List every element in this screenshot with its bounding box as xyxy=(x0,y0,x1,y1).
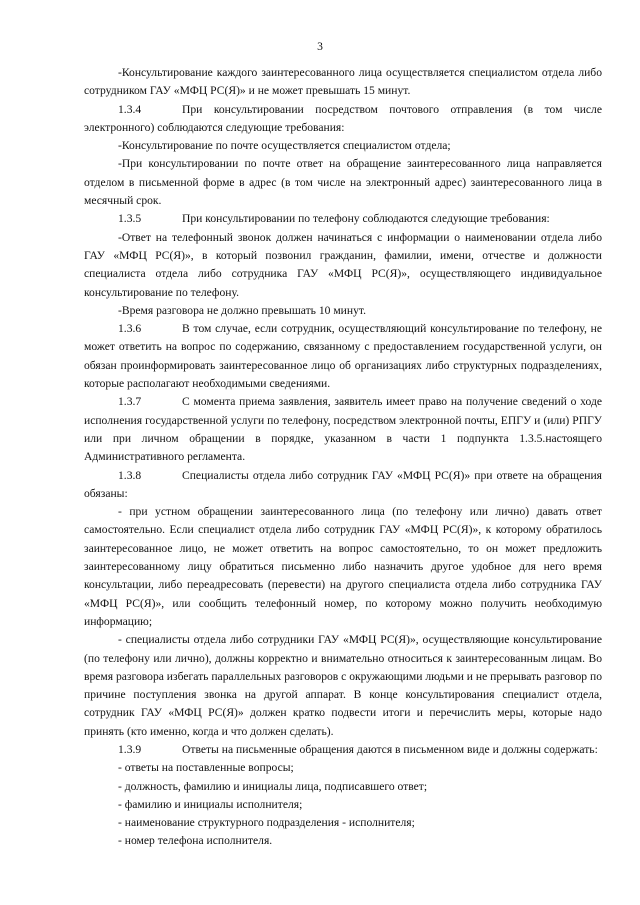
document-body xyxy=(84,64,602,851)
list-item: - должность, фамилию и инициалы лица, подписавшего ответ; xyxy=(118,779,428,793)
paragraph: -Время разговора не должно превышать 10 минут. xyxy=(118,303,366,317)
paragraph: -Ответ на телефонный звонок должен начинаться с информации о наименовании отдела либо ГАУ «МФЦ РС(Я)», в который позвонил гражданин, фамилии, имени, отчестве и должности специалиста отдела либо сотрудника ГАУ «МФЦ РС(Я)», осуществляющего индивидуальное консультирование по телефону. xyxy=(84,230,602,299)
section-1-3-7 xyxy=(84,393,602,466)
section-number: 1.3.8 xyxy=(118,468,142,482)
section-1-3-5 xyxy=(84,210,602,228)
section-text: При консультировании по телефону соблюдаются следующие требования: xyxy=(182,212,550,226)
list-item: - ответы на поставленные вопросы; xyxy=(118,761,294,775)
page-number: 3 xyxy=(317,40,323,53)
paragraph: -При консультировании по почте ответ на обращение заинтересованного лица направляется отделом в письменной форме в адрес (в том числе на электронный адрес) заинтересованного лица в месячный срок. xyxy=(84,157,602,208)
paragraph: -Консультирование по почте осуществляется специалистом отдела; xyxy=(118,139,451,153)
section-1-3-6 xyxy=(84,320,602,393)
paragraph: - при устном обращении заинтересованного лица (по телефону или лично) давать ответ самостоятельно. Если специалист отдела либо сотрудник ГАУ «МФЦ РС(Я)», к которому обратилось заинтересованное лицо, не может ответить на вопрос самостоятельно, то он может предложить заинтересованному лицу обратиться письменно либо назначить другое удобное для него время консультации, либо переадресовать (перевести) на другого специалиста отдела либо сотрудника ГАУ «МФЦ РС(Я)», или сообщить телефонный номер, по которому можно получить необходимую информацию; xyxy=(84,505,602,628)
section-1-3-9 xyxy=(84,741,602,759)
section-text: С момента приема заявления, заявитель имеет право на получение сведений о ходе исполнения государственной услуги по телефону, посредством электронной почты, ЕПГУ и (или) РПГУ или при личном обращении в порядке, указанном в части 1 подпункта 1.3.5.настоящего Административного регламента. xyxy=(84,395,602,464)
list-item: - наименование структурного подразделения - исполнителя; xyxy=(118,816,415,830)
paragraph: -Консультирование каждого заинтересованного лица осуществляется специалистом отдела либо сотрудником ГАУ «МФЦ РС(Я)» и не может превышать 15 минут. xyxy=(84,66,602,98)
section-number: 1.3.6 xyxy=(118,322,142,336)
section-number: 1.3.7 xyxy=(118,395,142,409)
section-1-3-4 xyxy=(84,101,602,138)
list-item: - номер телефона исполнителя. xyxy=(118,834,273,848)
list-item: - фамилию и инициалы исполнителя; xyxy=(118,797,303,811)
paragraph: - специалисты отдела либо сотрудники ГАУ «МФЦ РС(Я)», осуществляющие консультирование (по телефону или лично), должны корректно и внимательно относиться к заинтересованным лицам. Во время разговора избегать параллельных разговоров с окружающими людьми и не прерывать разговор по причине поступления звонка на другой аппарат. В конце консультирования специалист отдела, сотрудник ГАУ «МФЦ РС(Я)» должен кратко подвести итоги и перечислить меры, которые надо принять (кто именно, когда и что должен сделать). xyxy=(84,633,602,738)
section-1-3-8 xyxy=(84,467,602,504)
section-number: 1.3.4 xyxy=(118,102,142,116)
section-text: Ответы на письменные обращения даются в письменном виде и должны содержать: xyxy=(182,742,598,756)
section-number: 1.3.5 xyxy=(118,212,142,226)
section-text: Специалисты отдела либо сотрудник ГАУ «МФЦ РС(Я)» при ответе на обращения обязаны: xyxy=(84,468,602,500)
section-text: При консультировании посредством почтового отправления (в том числе электронного) соблюдаются следующие требования: xyxy=(84,102,602,134)
section-number: 1.3.9 xyxy=(118,742,142,756)
section-text: В том случае, если сотрудник, осуществляющий консультирование по телефону, не может ответить на вопрос по содержанию, связанному с предоставлением государственной услуги, он обязан проинформировать заинтересованное лицо об организациях либо структурных подразделениях, которые располагают необходимыми сведениями. xyxy=(84,322,602,391)
